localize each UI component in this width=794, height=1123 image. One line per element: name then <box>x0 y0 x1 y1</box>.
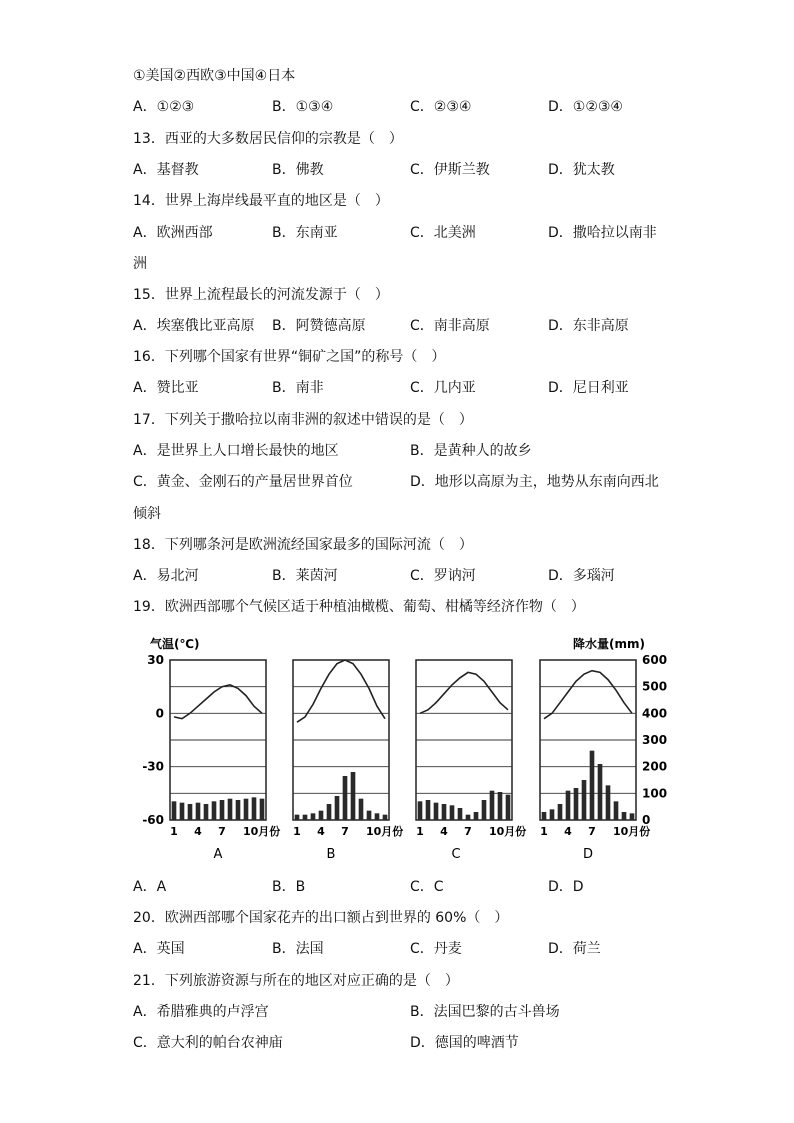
question-17-stem: 17．下列关于撒哈拉以南非洲的叙述中错误的是（ ） <box>133 412 473 428</box>
option-a[interactable]: A．英国 <box>133 941 185 957</box>
question-13-stem: 13．西亚的大多数居民信仰的宗教是（ ） <box>133 131 403 147</box>
option-c[interactable]: C．几内亚 <box>410 380 476 396</box>
precip-bar <box>630 813 635 820</box>
month-tick-label: 1 <box>416 825 424 838</box>
month-tick-label: 4 <box>564 825 572 838</box>
option-d[interactable]: D．尼日利亚 <box>548 380 629 396</box>
option-a[interactable]: A．基督教 <box>133 162 199 178</box>
question-19-stem: 19．欧洲西部哪个气候区适于种植油橄榄、葡萄、柑橘等经济作物（ ） <box>133 599 585 615</box>
precip-bar <box>180 803 185 820</box>
option-a[interactable]: A．埃塞俄比亚高原 <box>133 318 255 334</box>
option-b[interactable]: B．佛教 <box>272 162 324 178</box>
precip-bar <box>375 813 380 820</box>
precip-bar <box>474 812 479 820</box>
precip-bar <box>442 804 447 820</box>
option-c[interactable]: C．C <box>410 879 444 895</box>
option-b[interactable]: B．阿赞德高原 <box>272 318 366 334</box>
precip-bar <box>466 815 471 820</box>
precip-bar <box>582 780 587 820</box>
question-15-stem: 15．世界上流程最长的河流发源于（ ） <box>133 287 389 303</box>
precip-bar <box>343 776 348 820</box>
temp-axis-title: 气温(℃) <box>150 637 200 651</box>
precip-tick-label: 300 <box>642 733 668 747</box>
option-a[interactable]: A．A <box>133 879 167 895</box>
month-tick-label: 4 <box>317 825 325 838</box>
temp-tick-label: 0 <box>155 706 164 721</box>
option-a[interactable]: A．是世界上人口增长最快的地区 <box>133 443 339 459</box>
temp-tick-label: -60 <box>142 813 164 827</box>
precip-bar <box>367 811 372 820</box>
precip-bar <box>542 812 547 820</box>
month-tick-label: 7 <box>588 825 596 838</box>
option-d[interactable]: D．东非高原 <box>548 318 629 334</box>
precip-bar <box>188 804 193 820</box>
option-d[interactable]: D．多瑙河 <box>548 568 615 584</box>
option-d-wrap: 洲 <box>133 256 147 272</box>
option-d[interactable]: D．荷兰 <box>548 941 601 957</box>
question-stem: ①美国②西欧③中国④日本 <box>133 68 296 84</box>
option-b[interactable]: B．是黄种人的故乡 <box>410 443 532 459</box>
precip-bar <box>383 815 388 820</box>
month-tick-label: 7 <box>341 825 349 838</box>
question-16-stem: 16．下列哪个国家有世界“铜矿之国”的称号（ ） <box>133 349 446 365</box>
precip-bar <box>450 805 455 820</box>
temp-tick-label: 30 <box>147 653 164 667</box>
climate-chart-svg <box>140 632 668 867</box>
month-tick-label: 4 <box>440 825 448 838</box>
option-c[interactable]: C．伊斯兰教 <box>410 162 490 178</box>
precip-bar <box>359 799 364 820</box>
precip-tick-label: 0 <box>642 813 651 827</box>
precip-bar <box>260 799 265 820</box>
option-c[interactable]: C．南非高原 <box>410 318 490 334</box>
precip-bar <box>319 811 324 820</box>
precip-tick-label: 600 <box>642 653 668 667</box>
month-tick-label: 10月份 <box>366 825 404 838</box>
precip-bar <box>622 812 627 820</box>
month-tick-label: 10月份 <box>613 825 651 838</box>
climate-charts <box>140 632 668 867</box>
panel-label: D <box>582 847 594 862</box>
precip-tick-label: 200 <box>642 759 668 774</box>
question-20-stem: 20．欧洲西部哪个国家花卉的出口额占到世界的 60%（ ） <box>133 910 509 926</box>
option-c[interactable]: C．黄金、金刚石的产量居世界首位 <box>133 474 353 490</box>
option-d[interactable]: D．犹太教 <box>548 162 615 178</box>
question-14-stem: 14．世界上海岸线最平直的地区是（ ） <box>133 193 389 209</box>
option-a[interactable]: A．易北河 <box>133 568 199 584</box>
precip-bar <box>606 785 611 820</box>
precip-bar <box>598 764 603 820</box>
question-18-stem: 18．下列哪条河是欧洲流经国家最多的国际河流（ ） <box>133 537 473 553</box>
precip-bar <box>327 804 332 820</box>
option-b[interactable]: B．B <box>272 879 306 895</box>
option-b[interactable]: B．①③④ <box>272 99 334 115</box>
precip-bar <box>212 801 217 820</box>
option-a[interactable]: A．赞比亚 <box>133 380 199 396</box>
precip-bar <box>458 808 463 820</box>
option-c[interactable]: C．罗讷河 <box>410 568 476 584</box>
precip-bar <box>490 791 495 820</box>
month-tick-label: 10月份 <box>489 825 527 838</box>
option-c[interactable]: C．丹麦 <box>410 941 462 957</box>
option-b[interactable]: B．法国巴黎的古斗兽场 <box>410 1004 560 1020</box>
precip-bar <box>574 788 579 820</box>
option-b[interactable]: B．法国 <box>272 941 324 957</box>
precip-bar <box>498 792 503 820</box>
precip-bar <box>220 800 225 820</box>
month-tick-label: 4 <box>194 825 202 838</box>
option-d[interactable]: D．地形以高原为主，地势从东南向西北 <box>410 474 659 490</box>
month-tick-label: 1 <box>540 825 548 838</box>
panel-label: B <box>326 847 336 862</box>
panel-label: C <box>451 847 461 862</box>
precip-tick-label: 400 <box>642 706 668 721</box>
precip-bar <box>228 799 233 820</box>
precip-bar <box>351 772 356 820</box>
panel-label: A <box>213 847 223 862</box>
precip-bar <box>418 801 423 820</box>
precip-bar <box>252 797 257 820</box>
option-a[interactable]: A．欧洲西部 <box>133 225 213 241</box>
precip-bar <box>482 800 487 820</box>
month-tick-label: 1 <box>293 825 301 838</box>
option-d[interactable]: D．德国的啤酒节 <box>410 1035 519 1051</box>
precip-bar <box>614 801 619 820</box>
precip-tick-label: 500 <box>642 679 668 694</box>
precip-bar <box>566 791 571 820</box>
option-c[interactable]: C．②③④ <box>410 99 472 115</box>
precip-bar <box>303 815 308 820</box>
precip-bar <box>335 796 340 820</box>
month-tick-label: 10月份 <box>243 825 281 838</box>
option-a[interactable]: A．①②③ <box>133 99 195 115</box>
month-tick-label: 7 <box>464 825 472 838</box>
precip-bar <box>244 799 249 820</box>
month-tick-label: 7 <box>218 825 226 838</box>
month-tick-label: 1 <box>170 825 178 838</box>
precip-bar <box>590 751 595 820</box>
precip-bar <box>204 804 209 820</box>
precip-bar <box>506 795 511 820</box>
precip-bar <box>426 800 431 820</box>
question-21-stem: 21．下列旅游资源与所在的地区对应正确的是（ ） <box>133 973 459 989</box>
precip-axis-title: 降水量(mm) <box>573 637 645 651</box>
option-a[interactable]: A．希腊雅典的卢浮宫 <box>133 1004 269 1020</box>
precip-tick-label: 100 <box>642 786 668 801</box>
precip-bar <box>550 809 555 820</box>
option-d[interactable]: D．撒哈拉以南非 <box>548 225 657 241</box>
precip-bar <box>295 815 300 820</box>
option-d-wrap: 倾斜 <box>133 506 161 522</box>
option-c[interactable]: C．意大利的帕台农神庙 <box>133 1035 283 1051</box>
option-b[interactable]: B．莱茵河 <box>272 568 338 584</box>
precip-bar <box>172 801 177 820</box>
option-d[interactable]: D．D <box>548 879 584 895</box>
precip-bar <box>558 804 563 820</box>
option-c[interactable]: C．北美洲 <box>410 225 476 241</box>
precip-bar <box>236 800 241 820</box>
option-b[interactable]: B．南非 <box>272 380 324 396</box>
precip-bar <box>196 803 201 820</box>
temp-tick-label: -30 <box>142 759 164 774</box>
option-b[interactable]: B．东南亚 <box>272 225 338 241</box>
option-d[interactable]: D．①②③④ <box>548 99 623 115</box>
precip-bar <box>311 813 316 820</box>
precip-bar <box>434 803 439 820</box>
